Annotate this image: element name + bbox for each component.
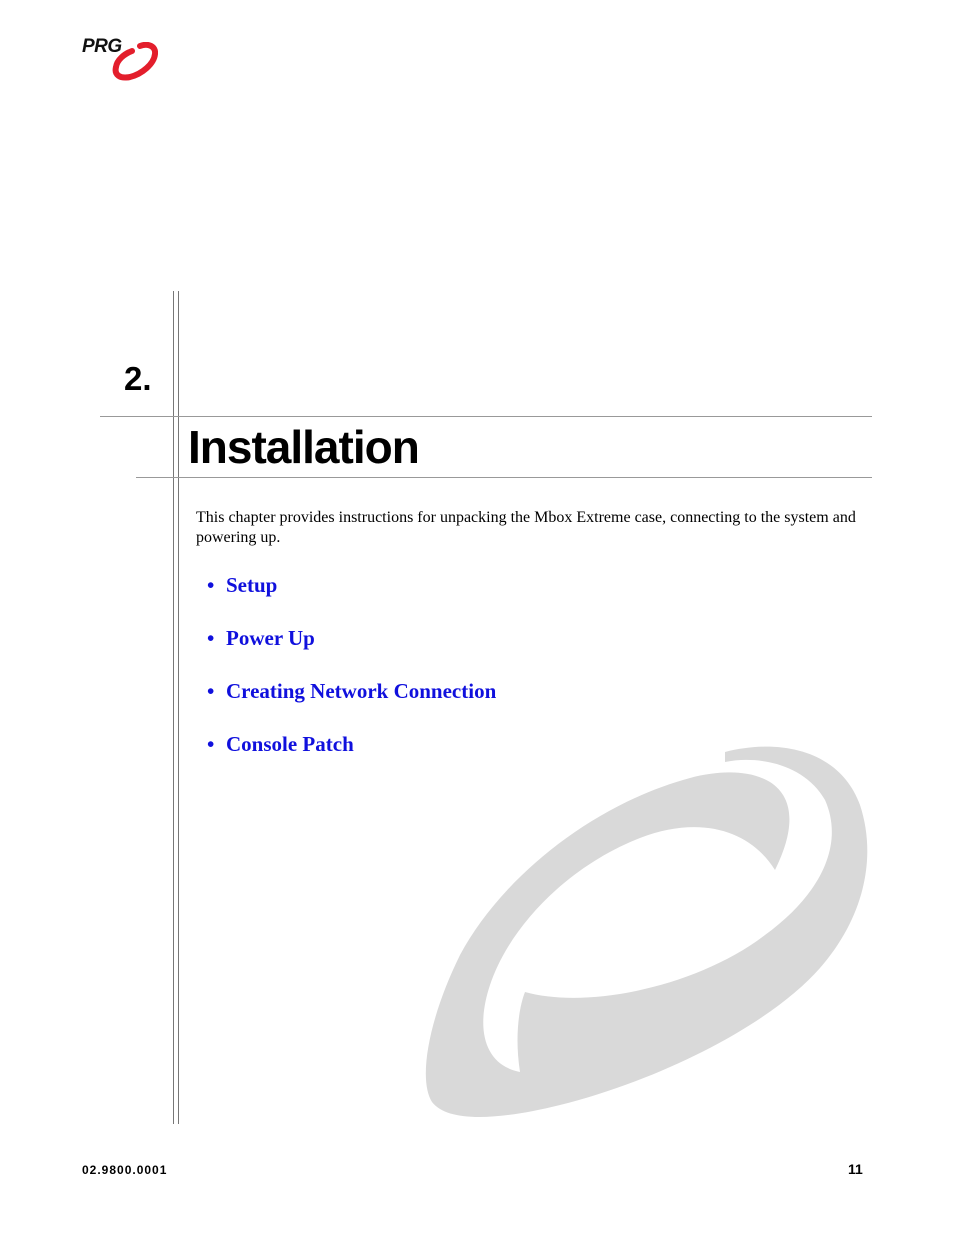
list-item [207,732,496,785]
logo-text: PRG [82,36,122,57]
chapter-rule-top [100,416,872,417]
link-setup[interactable]: Setup [226,573,278,597]
bullet: • [207,679,215,703]
chapter-number: 2. [124,360,152,397]
list-item [207,626,496,679]
bullet: • [207,573,215,597]
link-console-patch[interactable]: Console Patch [226,732,354,756]
link-creating-network-connection[interactable]: Creating Network Connection [226,679,497,703]
chapter-rule-bottom [136,477,872,478]
list-item [207,573,496,626]
list-item [207,679,496,732]
chapter-title: Installation [188,421,419,473]
intro-paragraph: This chapter provides instructions for unpacking the Mbox Extreme case, connecting to the system and powering up. [196,509,856,546]
chapter-links-list [207,573,496,785]
prg-logo [82,36,162,84]
link-power-up[interactable]: Power Up [226,626,315,650]
footer-page-number: 11 [848,1161,863,1177]
logo-swoosh-icon [112,42,158,82]
footer-doc-number: 02.9800.0001 [82,1163,168,1177]
bullet: • [207,626,215,650]
bullet: • [207,732,215,756]
